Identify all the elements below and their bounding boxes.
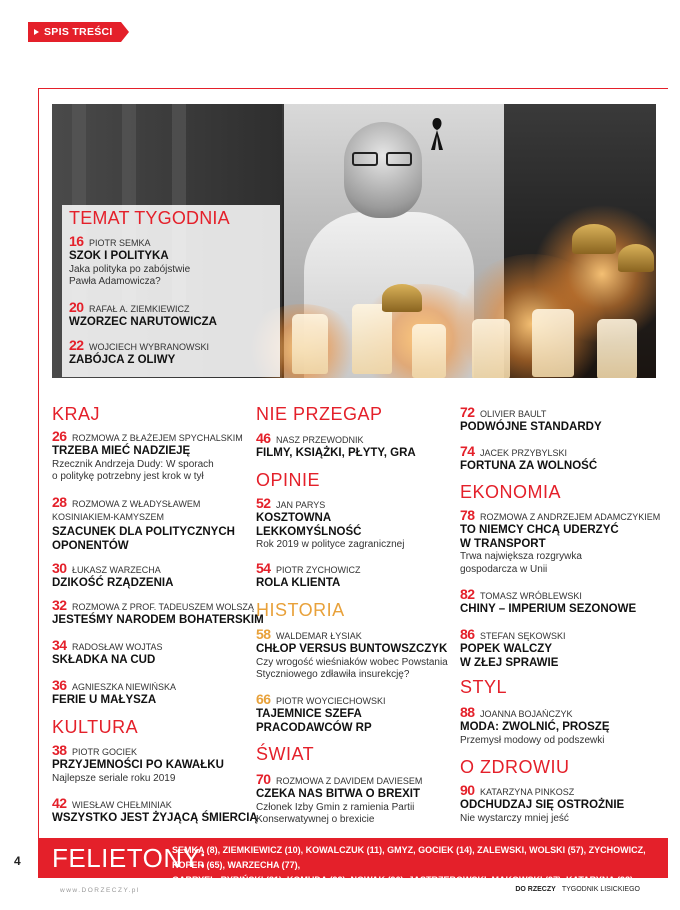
author: WIESŁAW CHEŁMINIAK — [72, 800, 172, 810]
felietony-line: GABRYEL, RYBIŃSKI (81), KOMUDA (92), NOWAK (96), JASTRZĘBOWSKI, MAKOWSKI (97), KATARYNA (98), ŁYSIAK (99) — [172, 875, 636, 900]
article-desc: o politykę potrzebny jest krok w tył — [52, 471, 204, 482]
footer-brand — [515, 886, 640, 893]
frame-top-line — [38, 88, 668, 89]
author: PIOTR GOCIEK — [72, 747, 138, 757]
candle-lid — [382, 284, 422, 312]
toc-entry[interactable] — [256, 692, 386, 735]
toc-entry[interactable] — [460, 705, 610, 747]
candle — [292, 314, 328, 374]
article-title: JESTEŚMY NARODEM BOHATERSKIM — [52, 614, 264, 626]
page-number: 72 — [460, 404, 475, 420]
article-title: W TRANSPORT — [460, 537, 546, 550]
article-title: CHŁOP VERSUS BUNTOWSZCZYK — [256, 643, 448, 655]
page-number: 16 — [69, 233, 84, 249]
candle — [352, 304, 392, 374]
toc-entry[interactable] — [52, 561, 173, 591]
article-title: LEKKOMYŚLNOŚĆ — [256, 525, 362, 538]
toc-entry[interactable] — [460, 783, 624, 825]
candle — [597, 319, 637, 378]
page-number: 38 — [52, 742, 67, 758]
candle — [412, 324, 446, 378]
toc-entry[interactable] — [52, 743, 224, 785]
article-title: FILMY, KSIĄŻKI, PŁYTY, GRA — [256, 447, 416, 459]
toc-entry[interactable] — [52, 638, 163, 668]
page-number: 36 — [52, 677, 67, 693]
candle-lid — [618, 244, 654, 272]
article-title: ODCHUDZAJ SIĘ OSTROŻNIE — [460, 799, 625, 811]
section-heading-historia: HISTORIA — [256, 600, 345, 620]
page-number: 34 — [52, 637, 67, 653]
section-heading-swiat: ŚWIAT — [256, 744, 315, 764]
author: RADOSŁAW WOJTAS — [72, 642, 163, 652]
article-title: TO NIEMCY CHCĄ UDERZYĆ — [460, 524, 619, 536]
toc-entry[interactable] — [256, 772, 422, 827]
portrait-head — [344, 122, 422, 218]
article-title: WZORZEC NARUTOWICZA — [69, 316, 217, 328]
page-number: 82 — [460, 586, 475, 602]
toc-entry[interactable] — [52, 678, 176, 708]
toc-entry[interactable] — [460, 508, 660, 576]
article-desc: Pawła Adamowicza? — [69, 276, 161, 287]
article-desc: Rzecznik Andrzeja Dudy: W sporach — [52, 458, 214, 470]
page-number: 86 — [460, 626, 475, 642]
toc-entry[interactable] — [69, 338, 209, 368]
author: PIOTR ZYCHOWICZ — [276, 565, 361, 575]
article-title: POPEK WALCZY — [460, 643, 553, 655]
toc-entry[interactable] — [256, 561, 361, 591]
author: OLIVIER BAULT — [480, 409, 547, 419]
author: AGNIESZKA NIEWIŃSKA — [72, 682, 177, 692]
article-title: FERIE U MAŁYSZA — [52, 694, 157, 706]
article-title: CHINY – IMPERIUM SEZONOWE — [460, 603, 637, 615]
frame-left-line — [38, 88, 39, 878]
brand-name: DO RZECZY — [515, 886, 556, 893]
section-heading-kraj: KRAJ — [52, 404, 101, 424]
page-number: 54 — [256, 560, 271, 576]
article-desc: Trwa największa rozgrywka — [460, 551, 582, 562]
article-title: PODWÓJNE STANDARDY — [460, 421, 602, 433]
article-title: OPONENTÓW — [52, 539, 129, 552]
author: JAN PARYS — [276, 500, 326, 510]
article-desc: Rok 2019 w polityce zagranicznej — [256, 539, 405, 550]
page-number-footer: 4 — [14, 854, 21, 868]
article-title: KOSZTOWNA — [256, 512, 332, 524]
article-title: FORTUNA ZA WOLNOŚĆ — [460, 460, 598, 472]
article-title: SZACUNEK DLA POLITYCZNYCH — [52, 526, 235, 538]
page-number: 26 — [52, 428, 67, 444]
article-desc: Jaka polityka po zabójstwie — [69, 263, 191, 275]
felietony-line: SEMKA (8), ZIEMKIEWICZ (10), KOWALCZUK (11), GMYZ, GOCIEK (14), ZALEWSKI, WOLSKI (57), ZYCHOWICZ, KOPER (65), WARZECHA (77), — [172, 845, 646, 870]
author: JOANNA BOJAŃCZYK — [480, 709, 573, 719]
toc-entry[interactable] — [460, 405, 602, 435]
toc-entry[interactable] — [460, 587, 636, 617]
toc-entry[interactable] — [52, 598, 264, 628]
author: WOJCIECH WYBRANOWSKI — [89, 342, 210, 352]
page-number: 28 — [52, 494, 67, 510]
page-number: 74 — [460, 443, 475, 459]
author: KATARZYNA PINKOSZ — [480, 787, 575, 797]
author: ROZMOWA Z PROF. TADEUSZEM WOLSZĄ — [72, 602, 254, 612]
section-heading-styl: STYL — [460, 677, 508, 697]
toc-entry[interactable] — [52, 429, 243, 484]
author: JACEK PRZYBYLSKI — [480, 448, 568, 458]
author: TOMASZ WRÓBLEWSKI — [480, 591, 582, 601]
section-heading-opinie: OPINIE — [256, 470, 321, 490]
felietony-label: FELIETONY: — [52, 843, 207, 873]
mourning-ribbon-icon — [428, 116, 446, 152]
section-tag: SPIS TREŚCI — [28, 22, 121, 42]
article-title: TRZEBA MIEĆ NADZIEJĘ — [52, 445, 191, 457]
page-number: 70 — [256, 771, 271, 787]
page-number: 90 — [460, 782, 475, 798]
page-number: 30 — [52, 560, 67, 576]
section-heading-ekonomia: EKONOMIA — [460, 482, 562, 502]
author: PIOTR WOYCIECHOWSKI — [276, 696, 386, 706]
article-desc: gospodarcza w Unii — [460, 563, 548, 575]
section-heading-kultura: KULTURA — [52, 717, 139, 737]
toc-entry[interactable] — [69, 300, 217, 330]
article-title: CZEKA NAS BITWA O BREXIT — [256, 788, 420, 800]
page-number: 66 — [256, 691, 271, 707]
article-desc: Przemysł modowy od podszewki — [460, 734, 605, 746]
footer-url: www.DORZECZY.pl — [60, 887, 140, 894]
section-heading-o-zdrowiu: O ZDROWIU — [460, 757, 570, 777]
article-desc: Czy wrogość wieśniaków wobec Powstania — [256, 656, 448, 668]
page-number: 88 — [460, 704, 475, 720]
toc-entry[interactable] — [256, 627, 448, 682]
author: KOSINIAKIEM-KAMYSZEM — [52, 512, 165, 522]
portrait-glasses — [352, 152, 414, 166]
author: ŁUKASZ WARZECHA — [72, 565, 161, 575]
article-title: SKŁADKA NA CUD — [52, 654, 156, 666]
toc-entry[interactable] — [256, 496, 404, 552]
page-number: 78 — [460, 507, 475, 523]
author: ROZMOWA Z DAVIDEM DAVIESEM — [276, 776, 423, 786]
felietony-list — [172, 843, 662, 903]
author: RAFAŁ A. ZIEMKIEWICZ — [89, 304, 190, 314]
toc-entry[interactable] — [69, 234, 190, 289]
page-number: 22 — [69, 337, 84, 353]
article-desc: Członek Izby Gmin z ramienia Partii — [256, 801, 415, 813]
brand-subtitle: TYGODNIK LISICKIEGO — [561, 886, 640, 893]
article-title: TAJEMNICE SZEFA — [256, 708, 362, 720]
page-number: 32 — [52, 597, 67, 613]
author: ROZMOWA Z ANDRZEJEM ADAMCZYKIEM — [480, 512, 661, 522]
candle — [472, 319, 510, 378]
author: NASZ PRZEWODNIK — [276, 435, 364, 445]
article-desc: Konserwatywnej o brexicie — [256, 814, 375, 825]
article-desc: Nie wystarczy mniej jeść — [460, 812, 569, 824]
article-title: MODA: ZWOLNIĆ, PROSZĘ — [460, 721, 610, 733]
toc-entry[interactable] — [256, 431, 416, 461]
author: ROZMOWA Z WŁADYSŁAWEM — [72, 499, 201, 509]
page-number: 52 — [256, 495, 271, 511]
article-title: WSZYSTKO JEST ŻYJĄCĄ ŚMIERCIĄ — [52, 812, 258, 824]
toc-entry[interactable] — [52, 495, 235, 553]
toc-entry[interactable] — [460, 627, 566, 670]
article-title: PRZYJEMNOŚCI PO KAWAŁKU — [52, 759, 224, 771]
article-title: W ZŁEJ SPRAWIE — [460, 656, 559, 669]
article-title: DZIKOŚĆ RZĄDZENIA — [52, 577, 174, 589]
article-desc: Najlepsze seriale roku 2019 — [52, 772, 176, 784]
article-desc: Styczniowego zdławiła insurekcję? — [256, 669, 410, 680]
page-number: 42 — [52, 795, 67, 811]
article-title: ZABÓJCA Z OLIWY — [69, 354, 176, 366]
candle-lid — [572, 224, 616, 254]
author: ROZMOWA Z BŁAŻEJEM SPYCHALSKIM — [72, 433, 243, 443]
article-title: PRACODAWCÓW RP — [256, 721, 372, 734]
author: PIOTR SEMKA — [89, 238, 151, 248]
article-title: ROLA KLIENTA — [256, 577, 341, 589]
page-number: 46 — [256, 430, 271, 446]
author: STEFAN SĘKOWSKI — [480, 631, 566, 641]
toc-entry[interactable] — [52, 796, 258, 826]
theme-title: TEMAT TYGODNIA — [69, 208, 230, 228]
section-heading-nie-przegap: NIE PRZEGAP — [256, 404, 383, 424]
page-number: 20 — [69, 299, 84, 315]
author: WALDEMAR ŁYSIAK — [276, 631, 362, 641]
candle — [532, 309, 574, 377]
toc-entry[interactable] — [460, 444, 597, 474]
page-number: 58 — [256, 626, 271, 642]
article-title: SZOK I POLITYKA — [69, 250, 169, 262]
